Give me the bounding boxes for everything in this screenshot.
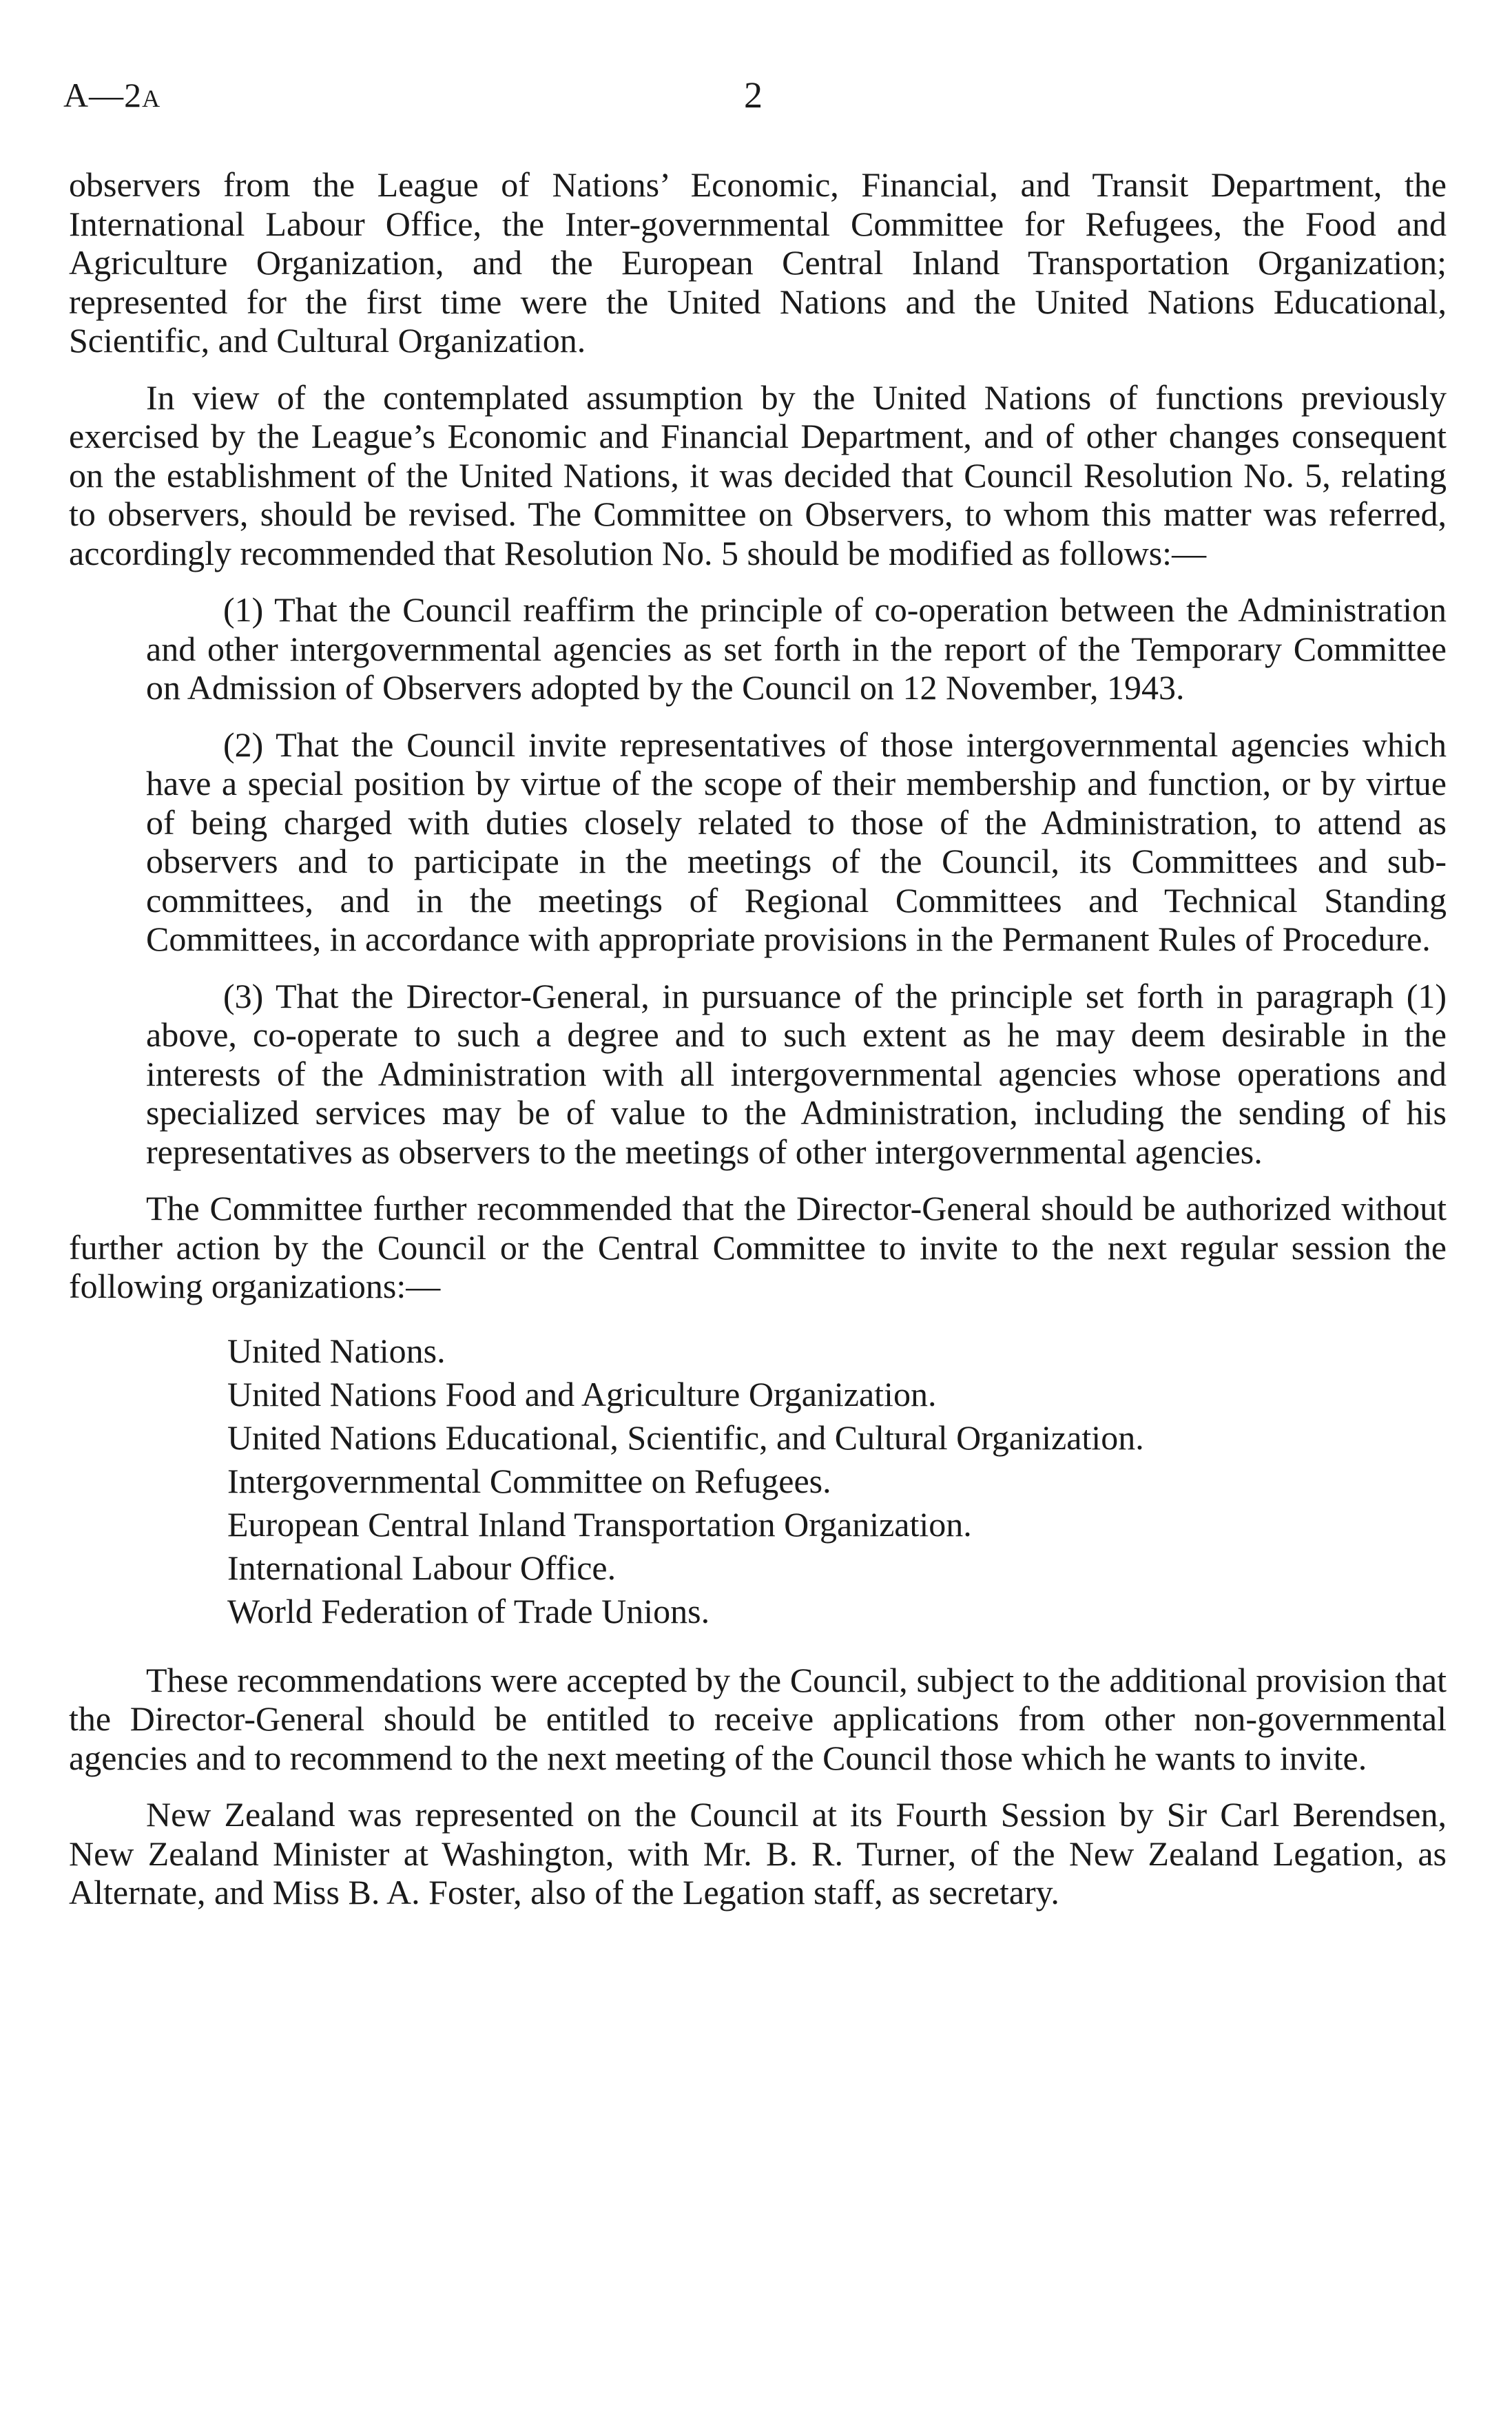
resolution-item-2: (2) That the Council invite representatives of those intergovernmental agencies which have a special position by virtue of the scope of their membership and function, or by virtue of being charged with duties closely related to those of the Administration, to attend as observers and to participate in the meetings of the Council, its Committees and sub-committees, and in the meetings of Regional Committees and Technical Standing Committees, in accordance with appropriate provisions in the Permanent Rules of Procedure. <box>146 725 1447 958</box>
list-item: Intergovernmental Committee on Refugees. <box>227 1461 831 1500</box>
organization-list <box>227 1329 1447 1633</box>
paragraph-resolution-revision: In view of the contemplated assumption by the United Nations of functions previously exercised by the League’s Economic and Financial Department, and of other changes consequent on the establishment of the United Nations, it was decided that Council Resolution No. 5, relating to observers, should be revised. The Committee on Observers, to whom this matter was referred, accordingly recommended that Resolution No. 5 should be modified as follows:— <box>69 377 1447 572</box>
paragraph-acceptance: These recommendations were accepted by the Council, subject to the additional provision that the Director-General should be entitled to receive applications from other non-governmental agencies and to recommend to the next meeting of the Council those which he wants to invite. <box>69 1660 1447 1777</box>
list-item: United Nations. <box>227 1331 446 1370</box>
resolution-item-1: (1) That the Council reaffirm the principle of co-operation between the Administration and other intergovernmental agencies as set forth in the report of the Temporary Committee on Admission of Observers adopted by the Council on 12 November, 1943. <box>146 590 1447 707</box>
page-number: 2 <box>744 74 763 116</box>
list-item: European Central Inland Transportation Organization. <box>227 1504 972 1544</box>
list-item: United Nations Food and Agriculture Organization. <box>227 1374 937 1413</box>
document-reference-suffix: A <box>142 85 161 112</box>
paragraph-observers: observers from the League of Nations’ Economic, Financial, and Transit Department, the International Labour Office, the Inter-governmental Committee for Refugees, the Food and Agriculture Organization, and the European Central Inland Transportation Organization; represented for the first time were the United Nations and the United Nations Educational, Scientific, and Cultural Organization. <box>69 165 1447 360</box>
document-reference <box>63 74 160 119</box>
list-item: United Nations Educational, Scientific, and Cultural Organization. <box>227 1418 1144 1457</box>
paragraph-invitations: The Committee further recommended that the Director-General should be authorized without further action by the Council or the Central Committee to invite to the next regular session the following organizations:— <box>69 1189 1447 1305</box>
list-item: International Labour Office. <box>227 1548 617 1587</box>
paragraph-representation: New Zealand was represented on the Council at its Fourth Session by Sir Carl Berendsen, New Zealand Minister at Washington, with Mr. B. R. Turner, of the New Zealand Legation, as Alternate, and Miss B. A. Foster, also of the Legation staff, as secretary. <box>69 1795 1447 1911</box>
body-text <box>69 165 1447 1930</box>
resolution-item-3: (3) That the Director-General, in pursuance of the principle set forth in paragraph (1) above, co-operate to such a degree and to such extent as he may deem desirable in the interests of the Administration with all intergovernmental agencies whose operations and specialized services may be of value to the Administration, including the sending of his representatives as observers to the meetings of other intergovernmental agencies. <box>146 976 1447 1171</box>
list-item: World Federation of Trade Unions. <box>227 1591 710 1630</box>
document-reference-main: A—2 <box>63 76 143 114</box>
